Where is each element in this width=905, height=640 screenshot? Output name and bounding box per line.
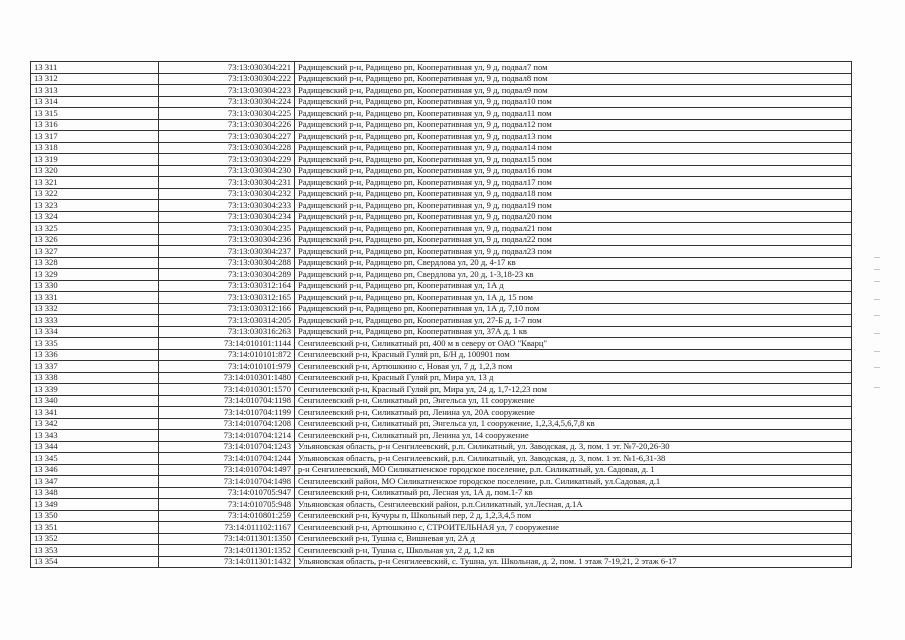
row-number-cell: 13 341 xyxy=(31,407,159,419)
address-cell: Радищевский р-н, Радищево рп, Кооперативная ул, 9 д, подвал9 пом xyxy=(295,85,852,97)
row-number-cell: 13 329 xyxy=(31,269,159,281)
table-row xyxy=(31,476,852,488)
table-row xyxy=(31,487,852,499)
cadastral-number-cell: 73:14:010704:1208 xyxy=(159,418,295,430)
table-row xyxy=(31,280,852,292)
row-number-cell: 13 349 xyxy=(31,499,159,511)
table-row xyxy=(31,441,852,453)
table-row xyxy=(31,556,852,568)
address-cell: Радищевский р-н, Радищево рп, Кооперативная ул, 9 д, подвал18 пом xyxy=(295,188,852,200)
table-row xyxy=(31,108,852,120)
address-cell: Радищевский р-н, Радищево рп, Кооперативная ул, 9 д, подвал16 пом xyxy=(295,165,852,177)
property-registry-table xyxy=(30,61,852,568)
table-row xyxy=(31,154,852,166)
address-cell: Радищевский р-н, Радищево рп, Кооперативная ул, 9 д, подвал21 пом xyxy=(295,223,852,235)
address-cell: Сенгилеевский р-н, Артюшкино с, Новая ул, 7 д, 1,2,3 пом xyxy=(295,361,852,373)
address-cell: Ульяновская область, Сенгилеевский район, р.п.Силикатный, ул.Лесная, д.1А xyxy=(295,499,852,511)
row-number-cell: 13 353 xyxy=(31,545,159,557)
cadastral-number-cell: 73:13:030304:288 xyxy=(159,257,295,269)
table-row xyxy=(31,395,852,407)
cadastral-number-cell: 73:13:030304:232 xyxy=(159,188,295,200)
address-cell: Сенгилеевский р-н, Артюшкино с, СТРОИТЕЛЬНАЯ ул, 7 сооружение xyxy=(295,522,852,534)
table-row xyxy=(31,119,852,131)
row-number-cell: 13 320 xyxy=(31,165,159,177)
cadastral-number-cell: 73:13:030304:221 xyxy=(159,62,295,74)
cadastral-number-cell: 73:14:011301:1350 xyxy=(159,533,295,545)
table-row xyxy=(31,62,852,74)
address-cell: Радищевский р-н, Радищево рп, Кооперативная ул, 1А д xyxy=(295,280,852,292)
row-number-cell: 13 347 xyxy=(31,476,159,488)
cadastral-number-cell: 73:14:011301:1432 xyxy=(159,556,295,568)
cadastral-number-cell: 73:13:030312:165 xyxy=(159,292,295,304)
address-cell: Радищевский р-н, Радищево рп, Кооперативная ул, 9 д, подвал23 пом xyxy=(295,246,852,258)
table-row xyxy=(31,96,852,108)
table-row xyxy=(31,200,852,212)
address-cell: Радищевский р-н, Радищево рп, Кооперативная ул, 9 д, подвал22 пом xyxy=(295,234,852,246)
cadastral-number-cell: 73:13:030304:289 xyxy=(159,269,295,281)
address-cell: Сенгилеевский р-н, Тушна с, Школьная ул, 2 д, 1,2 кв xyxy=(295,545,852,557)
table-row xyxy=(31,499,852,511)
cadastral-number-cell: 73:13:030312:164 xyxy=(159,280,295,292)
address-cell: Сенгилеевский р-н, Силикатный рп, Лесная ул, 1А д, пом.1-7 кв xyxy=(295,487,852,499)
cadastral-number-cell: 73:14:010704:1497 xyxy=(159,464,295,476)
row-number-cell: 13 324 xyxy=(31,211,159,223)
table-row xyxy=(31,430,852,442)
cadastral-number-cell: 73:14:010704:1199 xyxy=(159,407,295,419)
cadastral-number-cell: 73:14:010704:1498 xyxy=(159,476,295,488)
address-cell: Радищевский р-н, Радищево рп, Кооперативная ул, 9 д, подвал7 пом xyxy=(295,62,852,74)
cadastral-number-cell: 73:13:030316:263 xyxy=(159,326,295,338)
address-cell: Сенгилеевский р-н, Тушна с, Вишневая ул, 2А д xyxy=(295,533,852,545)
cadastral-number-cell: 73:13:030304:228 xyxy=(159,142,295,154)
cadastral-number-cell: 73:14:010704:1214 xyxy=(159,430,295,442)
cadastral-number-cell: 73:14:011102:1167 xyxy=(159,522,295,534)
cadastral-number-cell: 73:14:011301:1352 xyxy=(159,545,295,557)
address-cell: Сенгилеевский р-н, Красный Гуляй рп, Мира ул, 13 д xyxy=(295,372,852,384)
address-cell: Радищевский р-н, Радищево рп, Кооперативная ул, 9 д, подвал8 пом xyxy=(295,73,852,85)
cadastral-number-cell: 73:14:010101:979 xyxy=(159,361,295,373)
row-number-cell: 13 319 xyxy=(31,154,159,166)
address-cell: Сенгилеевский р-н, Силикатный рп, Ленина ул, 14 сооружение xyxy=(295,430,852,442)
row-number-cell: 13 323 xyxy=(31,200,159,212)
row-number-cell: 13 330 xyxy=(31,280,159,292)
table-row xyxy=(31,292,852,304)
table-row xyxy=(31,315,852,327)
table-body xyxy=(31,62,852,568)
row-number-cell: 13 316 xyxy=(31,119,159,131)
table-row xyxy=(31,533,852,545)
cadastral-number-cell: 73:13:030304:235 xyxy=(159,223,295,235)
cadastral-number-cell: 73:14:010301:1480 xyxy=(159,372,295,384)
row-number-cell: 13 326 xyxy=(31,234,159,246)
cadastral-number-cell: 73:14:010705:947 xyxy=(159,487,295,499)
table-row xyxy=(31,522,852,534)
table-row xyxy=(31,361,852,373)
address-cell: Сенгилеевский р-н, Кучуры п, Школьный пер, 2 д, 1,2,3,4,5 пом xyxy=(295,510,852,522)
table-row xyxy=(31,188,852,200)
margin-stamp-marks xyxy=(870,255,884,405)
address-cell: Радищевский р-н, Радищево рп, Кооперативная ул, 9 д, подвал11 пом xyxy=(295,108,852,120)
row-number-cell: 13 342 xyxy=(31,418,159,430)
table-row xyxy=(31,142,852,154)
row-number-cell: 13 343 xyxy=(31,430,159,442)
cadastral-number-cell: 73:13:030304:237 xyxy=(159,246,295,258)
row-number-cell: 13 325 xyxy=(31,223,159,235)
address-cell: Сенгилеевский р-н, Красный Гуляй рп, Мира ул, 24 д, 1,7-12,23 пом xyxy=(295,384,852,396)
table-row xyxy=(31,257,852,269)
row-number-cell: 13 331 xyxy=(31,292,159,304)
row-number-cell: 13 327 xyxy=(31,246,159,258)
address-cell: Сенгилеевский р-н, Силикатный рп, 400 м в северу от ОАО "Кварц" xyxy=(295,338,852,350)
cadastral-number-cell: 73:13:030304:225 xyxy=(159,108,295,120)
address-cell: Сенгилеевский р-н, Красный Гуляй рп, Б/Н д, 100901 пом xyxy=(295,349,852,361)
table-row xyxy=(31,545,852,557)
address-cell: Ульяновская область, р-н Сенгилеевский, р.п. Силикатный, ул. Заводская, д. 3, пом. 1 эт. №1-6,31-38 xyxy=(295,453,852,465)
row-number-cell: 13 350 xyxy=(31,510,159,522)
address-cell: р-н Сенгилеевский, МО Силикатненское городское поселение, р.п. Силикатный, ул. Садовая, д. 1 xyxy=(295,464,852,476)
address-cell: Радищевский р-н, Радищево рп, Свердлова ул, 20 д, 1-3,18-23 кв xyxy=(295,269,852,281)
address-cell: Радищевский р-н, Радищево рп, Кооперативная ул, 9 д, подвал20 пом xyxy=(295,211,852,223)
row-number-cell: 13 322 xyxy=(31,188,159,200)
cadastral-number-cell: 73:14:010101:872 xyxy=(159,349,295,361)
address-cell: Радищевский р-н, Радищево рп, Кооперативная ул, 27-Б д, 1-7 пом xyxy=(295,315,852,327)
row-number-cell: 13 352 xyxy=(31,533,159,545)
table-row xyxy=(31,303,852,315)
table-row xyxy=(31,407,852,419)
cadastral-number-cell: 73:14:010704:1243 xyxy=(159,441,295,453)
table-row xyxy=(31,384,852,396)
table-row xyxy=(31,464,852,476)
cadastral-number-cell: 73:13:030304:229 xyxy=(159,154,295,166)
table-row xyxy=(31,453,852,465)
table-row xyxy=(31,165,852,177)
table-row xyxy=(31,223,852,235)
cadastral-number-cell: 73:13:030304:236 xyxy=(159,234,295,246)
cadastral-number-cell: 73:14:010301:1570 xyxy=(159,384,295,396)
address-cell: Радищевский р-н, Радищево рп, Кооперативная ул, 9 д, подвал17 пом xyxy=(295,177,852,189)
cadastral-number-cell: 73:13:030304:231 xyxy=(159,177,295,189)
row-number-cell: 13 346 xyxy=(31,464,159,476)
address-cell: Радищевский р-н, Радищево рп, Кооперативная ул, 9 д, подвал14 пом xyxy=(295,142,852,154)
table-row xyxy=(31,85,852,97)
address-cell: Радищевский р-н, Радищево рп, Кооперативная ул, 9 д, подвал10 пом xyxy=(295,96,852,108)
row-number-cell: 13 354 xyxy=(31,556,159,568)
cadastral-number-cell: 73:13:030312:166 xyxy=(159,303,295,315)
cadastral-number-cell: 73:13:030304:224 xyxy=(159,96,295,108)
cadastral-number-cell: 73:14:010101:1144 xyxy=(159,338,295,350)
row-number-cell: 13 312 xyxy=(31,73,159,85)
row-number-cell: 13 348 xyxy=(31,487,159,499)
address-cell: Радищевский р-н, Радищево рп, Кооперативная ул, 1А д, 15 пом xyxy=(295,292,852,304)
table-row xyxy=(31,326,852,338)
row-number-cell: 13 338 xyxy=(31,372,159,384)
address-cell: Сенгилеевский р-н, Силикатный рп, Ленина ул, 20А сооружение xyxy=(295,407,852,419)
cadastral-number-cell: 73:13:030304:223 xyxy=(159,85,295,97)
cadastral-number-cell: 73:14:010801:259 xyxy=(159,510,295,522)
table-row xyxy=(31,73,852,85)
table-row xyxy=(31,269,852,281)
address-cell: Сенгилеевский р-н, Силикатный рп, Энгельса ул, 1 сооружение, 1,2,3,4,5,6,7,8 кв xyxy=(295,418,852,430)
table-row xyxy=(31,338,852,350)
cadastral-number-cell: 73:13:030314:205 xyxy=(159,315,295,327)
address-cell: Радищевский р-н, Радищево рп, Свердлова ул, 20 д, 4-17 кв xyxy=(295,257,852,269)
cadastral-number-cell: 73:13:030304:233 xyxy=(159,200,295,212)
row-number-cell: 13 351 xyxy=(31,522,159,534)
table-row xyxy=(31,418,852,430)
row-number-cell: 13 339 xyxy=(31,384,159,396)
cadastral-number-cell: 73:13:030304:234 xyxy=(159,211,295,223)
row-number-cell: 13 344 xyxy=(31,441,159,453)
cadastral-number-cell: 73:13:030304:227 xyxy=(159,131,295,143)
address-cell: Ульяновская область, р-н Сенгилеевский, с. Тушна, ул. Школьная, д. 2, пом. 1 этаж 7-19,21, 2 этаж 6-17 xyxy=(295,556,852,568)
table-row xyxy=(31,349,852,361)
row-number-cell: 13 337 xyxy=(31,361,159,373)
table-row xyxy=(31,372,852,384)
address-cell: Ульяновская область, р-н Сенгилеевский, р.п. Силикатный, ул. Заводская, д. 3, пом. 1 эт. №7-20,26-30 xyxy=(295,441,852,453)
table-row xyxy=(31,177,852,189)
address-cell: Радищевский р-н, Радищево рп, Кооперативная ул, 9 д, подвал13 пом xyxy=(295,131,852,143)
row-number-cell: 13 332 xyxy=(31,303,159,315)
cadastral-number-cell: 73:14:010705:948 xyxy=(159,499,295,511)
cadastral-number-cell: 73:13:030304:222 xyxy=(159,73,295,85)
row-number-cell: 13 315 xyxy=(31,108,159,120)
address-cell: Сенгилеевский район, МО Силикатненское городское поселение, р.п. Силикатный, ул.Садовая, д.1 xyxy=(295,476,852,488)
row-number-cell: 13 336 xyxy=(31,349,159,361)
row-number-cell: 13 340 xyxy=(31,395,159,407)
row-number-cell: 13 333 xyxy=(31,315,159,327)
table-row xyxy=(31,211,852,223)
row-number-cell: 13 345 xyxy=(31,453,159,465)
address-cell: Сенгилеевский р-н, Силикатный рп, Энгельса ул, 11 сооружение xyxy=(295,395,852,407)
row-number-cell: 13 318 xyxy=(31,142,159,154)
cadastral-number-cell: 73:14:010704:1244 xyxy=(159,453,295,465)
address-cell: Радищевский р-н, Радищево рп, Кооперативная ул, 9 д, подвал15 пом xyxy=(295,154,852,166)
row-number-cell: 13 314 xyxy=(31,96,159,108)
row-number-cell: 13 311 xyxy=(31,62,159,74)
row-number-cell: 13 328 xyxy=(31,257,159,269)
table-row xyxy=(31,246,852,258)
row-number-cell: 13 334 xyxy=(31,326,159,338)
address-cell: Радищевский р-н, Радищево рп, Кооперативная ул, 37А д, 1 кв xyxy=(295,326,852,338)
cadastral-number-cell: 73:13:030304:226 xyxy=(159,119,295,131)
cadastral-number-cell: 73:13:030304:230 xyxy=(159,165,295,177)
table-row xyxy=(31,510,852,522)
row-number-cell: 13 313 xyxy=(31,85,159,97)
cadastral-number-cell: 73:14:010704:1198 xyxy=(159,395,295,407)
table-row xyxy=(31,234,852,246)
table-row xyxy=(31,131,852,143)
row-number-cell: 13 321 xyxy=(31,177,159,189)
address-cell: Радищевский р-н, Радищево рп, Кооперативная ул, 9 д, подвал19 пом xyxy=(295,200,852,212)
address-cell: Радищевский р-н, Радищево рп, Кооперативная ул, 9 д, подвал12 пом xyxy=(295,119,852,131)
address-cell: Радищевский р-н, Радищево рп, Кооперативная ул, 1А д, 7,10 пом xyxy=(295,303,852,315)
row-number-cell: 13 335 xyxy=(31,338,159,350)
row-number-cell: 13 317 xyxy=(31,131,159,143)
